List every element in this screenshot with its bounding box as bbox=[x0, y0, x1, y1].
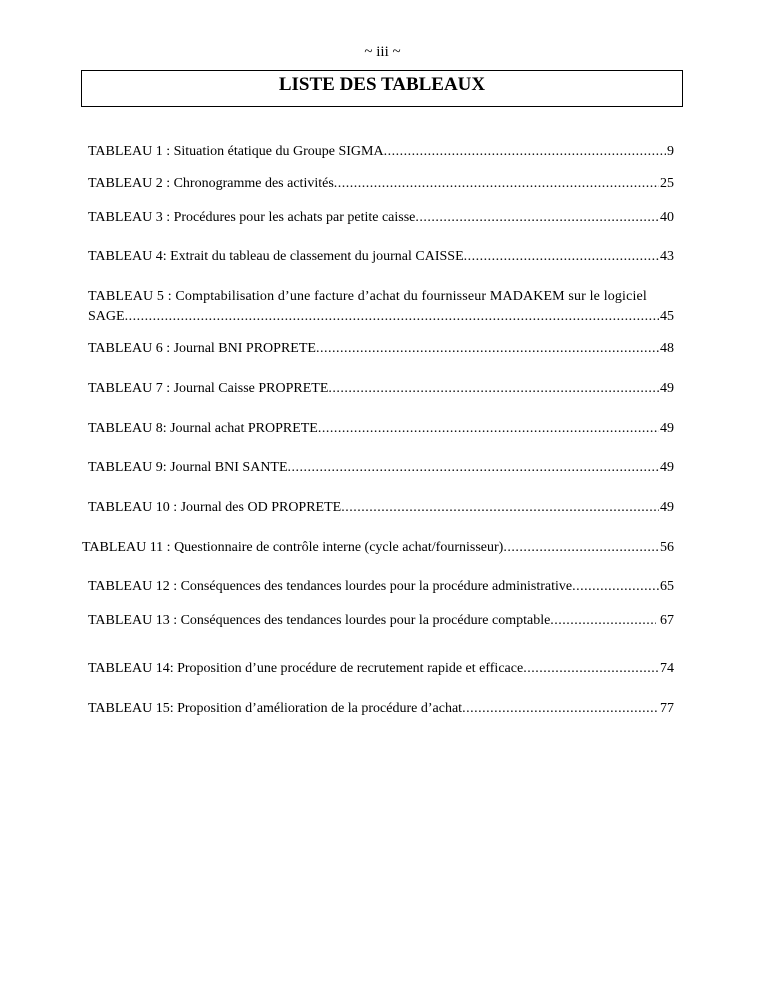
toc-entry-label: TABLEAU 2 : Chronogramme des activités bbox=[88, 176, 334, 191]
toc-entry-page: 67 bbox=[656, 613, 674, 628]
dot-leader bbox=[125, 307, 659, 327]
toc-entry-15[interactable] bbox=[88, 699, 674, 719]
toc-entry-page: 49 bbox=[660, 500, 674, 515]
dot-leader bbox=[462, 699, 659, 719]
dot-leader bbox=[328, 379, 659, 399]
toc-entry-page: 49 bbox=[660, 421, 674, 436]
toc-entry-label: TABLEAU 4: Extrait du tableau de classement du journal CAISSE bbox=[88, 249, 464, 264]
dot-leader bbox=[415, 208, 659, 228]
toc-entry-11[interactable] bbox=[82, 538, 674, 558]
toc-entry-page: 49 bbox=[660, 381, 674, 396]
toc-entry-1[interactable] bbox=[88, 142, 674, 162]
toc-entry-label: TABLEAU 6 : Journal BNI PROPRETE bbox=[88, 341, 316, 356]
dot-leader bbox=[318, 419, 659, 439]
toc-entry-label-line2: SAGE bbox=[88, 309, 125, 324]
toc-entry-13[interactable] bbox=[88, 611, 674, 631]
toc-entry-page: 49 bbox=[660, 460, 674, 475]
toc-entry-9[interactable] bbox=[88, 458, 674, 478]
toc-entry-label: TABLEAU 1 : Situation étatique du Groupe SIGMA bbox=[88, 144, 384, 159]
toc-entry-page: 56 bbox=[660, 540, 674, 555]
toc-entry-page: 48 bbox=[660, 341, 674, 356]
toc-entry-page: 74 bbox=[660, 661, 674, 676]
toc-entry-label: TABLEAU 9: Journal BNI SANTE bbox=[88, 460, 288, 475]
toc-entry-label: TABLEAU 12 : Conséquences des tendances lourdes pour la procédure administrative bbox=[88, 579, 573, 594]
page-number: ~ iii ~ bbox=[364, 44, 401, 60]
title-box bbox=[81, 70, 683, 107]
dot-leader bbox=[550, 611, 655, 631]
toc-entry-page: 43 bbox=[660, 249, 674, 264]
toc-entry-5[interactable] bbox=[88, 287, 674, 327]
dot-leader bbox=[503, 538, 659, 558]
dot-leader bbox=[384, 142, 666, 162]
toc-entry-page: 77 bbox=[660, 701, 674, 716]
toc-entry-page: 65 bbox=[660, 579, 674, 594]
toc-entry-label: TABLEAU 13 : Conséquences des tendances lourdes pour la procédure comptable bbox=[88, 613, 551, 628]
toc-entry-7[interactable] bbox=[88, 379, 674, 399]
toc-entry-10[interactable] bbox=[88, 498, 674, 518]
toc-entry-6[interactable] bbox=[88, 339, 674, 359]
toc-entry-page: 45 bbox=[660, 309, 674, 324]
dot-leader bbox=[288, 458, 659, 478]
toc-entry-label: TABLEAU 8: Journal achat PROPRETE bbox=[88, 421, 318, 436]
toc-entry-label: TABLEAU 14: Proposition d’une procédure de recrutement rapide et efficace bbox=[88, 661, 524, 676]
toc-entry-page: 9 bbox=[667, 144, 674, 159]
dot-leader bbox=[316, 339, 659, 359]
toc-entry-12[interactable] bbox=[88, 577, 674, 597]
page-title: LISTE DES TABLEAUX bbox=[278, 74, 486, 95]
toc-entry-4[interactable] bbox=[88, 247, 674, 267]
toc-entry-3[interactable] bbox=[88, 208, 674, 228]
toc-entry-14[interactable] bbox=[88, 659, 674, 679]
toc-entry-label-line1: TABLEAU 5 : Comptabilisation d’une facture d’achat du fournisseur MADAKEM sur le logiciel bbox=[88, 289, 647, 304]
toc-entry-label: TABLEAU 3 : Procédures pour les achats par petite caisse bbox=[88, 210, 416, 225]
toc-entry-page: 25 bbox=[660, 176, 674, 191]
dot-leader bbox=[341, 498, 659, 518]
toc-entry-label: TABLEAU 7 : Journal Caisse PROPRETE bbox=[88, 381, 329, 396]
toc-entry-label: TABLEAU 15: Proposition d’amélioration de la procédure d’achat bbox=[88, 701, 463, 716]
toc-entry-8[interactable] bbox=[88, 419, 674, 439]
toc-entry-2[interactable] bbox=[88, 174, 674, 194]
toc-entry-page: 40 bbox=[660, 210, 674, 225]
toc-entry-label: TABLEAU 11 : Questionnaire de contrôle interne (cycle achat/fournisseur) bbox=[82, 540, 504, 555]
toc-entry-label: TABLEAU 10 : Journal des OD PROPRETE bbox=[88, 500, 342, 515]
dot-leader bbox=[523, 659, 659, 679]
dot-leader bbox=[334, 174, 659, 194]
dot-leader bbox=[572, 577, 659, 597]
dot-leader bbox=[464, 247, 659, 267]
